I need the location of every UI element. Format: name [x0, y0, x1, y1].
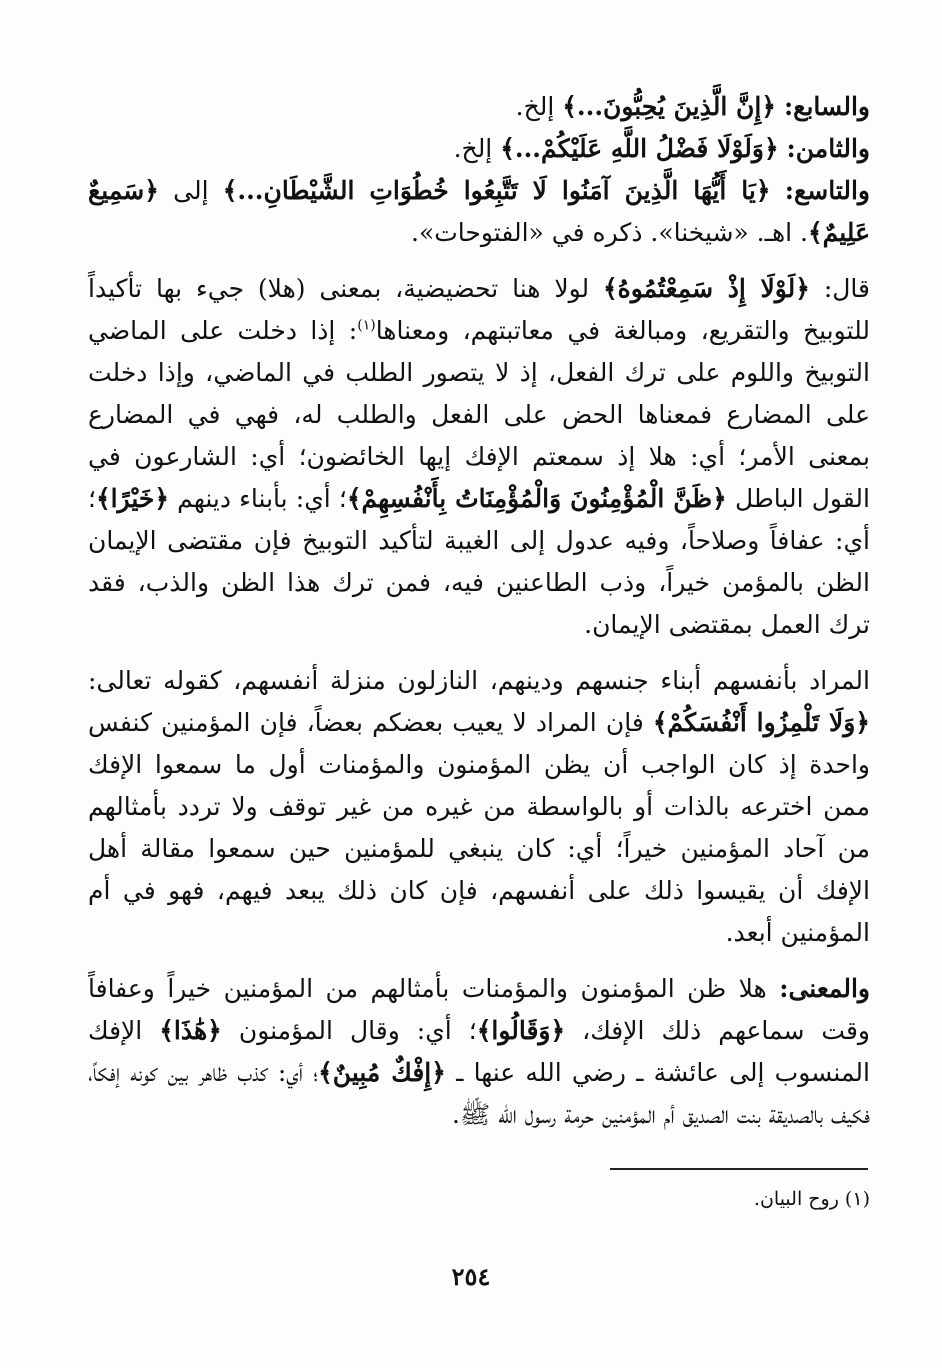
footnote-divider [610, 1168, 868, 1170]
item-lead: والمعنى: [779, 974, 870, 1003]
quran-verse: ﴿إِنَّ الَّذِينَ يُحِبُّونَ...﴾ [562, 92, 776, 121]
text: ؛ أي: عفافاً وصلاحاً، وفيه عدول إلى الغيبة لتأكيد التوبيخ فإن مقتضى الإيمان الظن بالمؤمن خيراً، وذب الطاعنين فيه، فمن ترك هذا الظن والذب، فقد ترك العمل بمقتضى الإيمان. [88, 484, 870, 639]
page-number: ٢٥٤ [451, 1262, 491, 1291]
paragraph [88, 660, 870, 954]
quran-verse: ﴿هَٰذَا﴾ [159, 1016, 222, 1045]
quran-verse: ﴿يَا أَيُّهَا الَّذِينَ آمَنُوا لَا تَتَّبِعُوا خُطُوَاتِ الشَّيْطَانِ...﴾ [222, 176, 771, 205]
list-item [88, 128, 870, 170]
paragraph [88, 268, 870, 646]
footnote-ref: (١) [357, 317, 376, 334]
text: ؛ أي: بأبناء دينهم [169, 484, 347, 513]
item-lead: والتاسع: [784, 176, 870, 205]
quran-verse: ﴿وَقَالُوا﴾ [476, 1016, 566, 1045]
quran-verse: ﴿لَوْلَا إِذْ سَمِعْتُمُوهُ﴾ [603, 274, 810, 303]
text: لولا هنا تحضيضية، بمعنى (هلا) جيء بها تأكيداً للتوبيخ والتقريع، ومبالغة في معاتبتهم، ومعناها [88, 274, 870, 345]
text: فإن المراد لا يعيب بعضكم بعضاً، فإن المؤمنين كنفس واحدة إذ كان الواجب أن يظن المؤمنون والمؤمنات أول ما سمعوا الإفك ممن اخترعه بالذات أو بالواسطة من غيره من غير توقف ولا تردد بأمثالهم من آحاد المؤمنين خيراً؛ أي: كان ينبغي للمؤمنين حين سمعوا مقالة أهل الإفك أن يقيسوا ذلك على أنفسهم، فإن كان ذلك يبعد فيهم، فهو في أم المؤمنين أبعد. [88, 708, 870, 947]
text: : إذا دخلت على الماضي التوبيخ واللوم على ترك الفعل، إذ لا يتصور الطلب في الماضي، وإذا دخلت على المضارع فمعناها الحض على الفعل والطلب له، فهي في المضارع بمعنى الأمر؛ أي: هلا إذ سمعتم الإفك إيها الخائضون؛ أي: الشارعون في القول الباطل [88, 316, 870, 513]
item-text: . اهـ. «شيخنا». ذكره في «الفتوحات». [411, 218, 808, 247]
quran-verse: ﴿ظَنَّ الْمُؤْمِنُونَ وَالْمُؤْمِنَاتُ بِأَنْفُسِهِمْ﴾ [346, 484, 727, 513]
page-body [88, 86, 870, 1136]
text: الإفك المنسوب إلى عائشة ـ رضي الله عنها ـ [88, 1016, 870, 1087]
text: قال: [809, 274, 871, 303]
paragraph [88, 968, 870, 1136]
text: ؛ أي: كذب ظاهر بين كونه إفكاً، فكيف بالصديقة بنت الصديق أم المؤمنين حرمة رسول الله ﷺ. [88, 1058, 870, 1129]
quran-verse: ﴿وَلَوْلَا فَضْلُ اللَّهِ عَلَيْكُمْ...﴾ [500, 134, 779, 163]
text: ؛ أي: وقال المؤمنون [221, 1016, 477, 1045]
quran-verse: ﴿وَلَا تَلْمِزُوا أَنْفُسَكُمْ﴾ [652, 708, 870, 737]
item-text: إلى [158, 176, 223, 205]
item-lead: والسابع: [783, 92, 870, 121]
footnote: (١) روح البيان. [753, 1188, 870, 1210]
item-lead: والثامن: [786, 134, 870, 163]
item-text: إلخ. [515, 92, 563, 121]
list-item [88, 170, 870, 254]
list-item [88, 86, 870, 128]
text: هلا ظن المؤمنون والمؤمنات بأمثالهم من المؤمنين خيراً وعفافاً وقت سماعهم ذلك الإفك، [88, 974, 870, 1045]
quran-verse: ﴿خَيْرًا﴾ [95, 484, 169, 513]
item-text: إلخ. [453, 134, 501, 163]
text: المراد بأنفسهم أبناء جنسهم ودينهم، النازلون منزلة أنفسهم، كقوله تعالى: [88, 666, 870, 695]
quran-verse: ﴿سَمِيعٌ عَلِيمٌ﴾ [88, 176, 870, 247]
quran-verse: ﴿إِفْكٌ مُبِينٌ﴾ [318, 1058, 446, 1087]
